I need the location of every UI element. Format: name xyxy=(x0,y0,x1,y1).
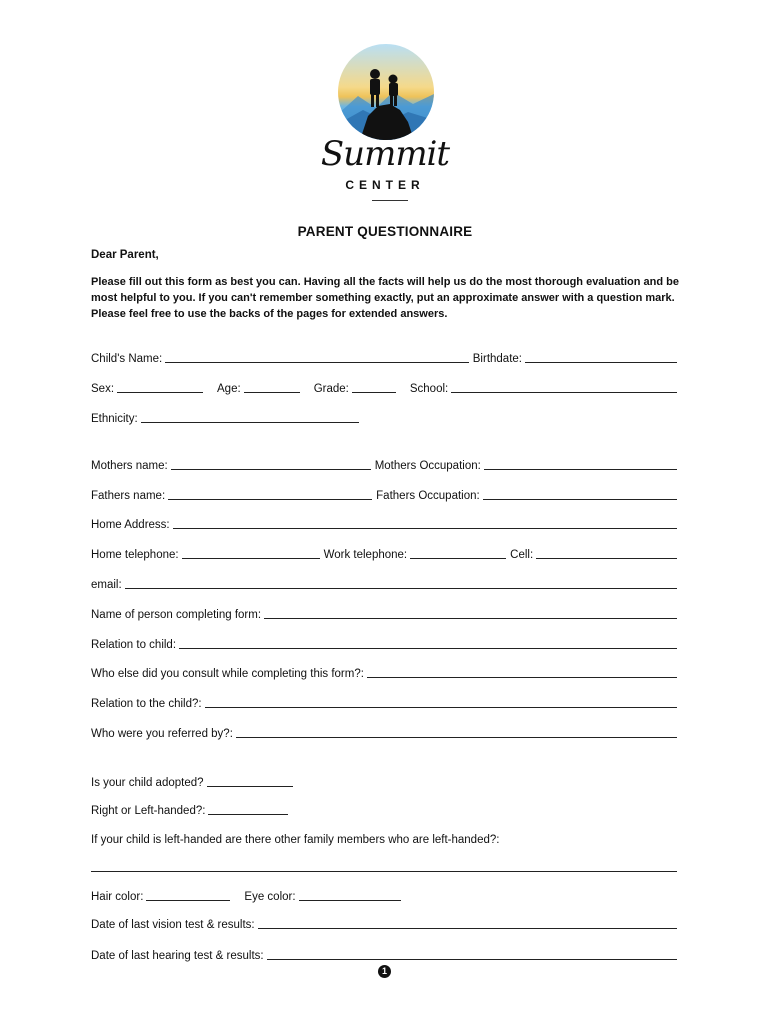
who-else-consulted-field[interactable] xyxy=(367,667,677,678)
mothers-occupation-field[interactable] xyxy=(484,459,677,470)
mothers-name-field[interactable] xyxy=(171,459,371,470)
row-person-completing xyxy=(91,605,681,621)
relation-to-child-label: Relation to child: xyxy=(91,639,177,651)
hearing-test-label: Date of last hearing test & results: xyxy=(91,950,264,962)
work-telephone-label: Work telephone: xyxy=(323,549,408,561)
left-handed-family-field[interactable] xyxy=(91,861,677,872)
row-handedness xyxy=(91,801,681,817)
hair-color-label: Hair color: xyxy=(91,891,144,903)
age-label: Age: xyxy=(217,383,241,395)
mountain-silhouette-icon xyxy=(338,44,434,140)
grade-field[interactable] xyxy=(352,382,396,393)
row-relation-to-the-child xyxy=(91,694,681,710)
row-email xyxy=(91,575,681,591)
adopted-field[interactable] xyxy=(207,776,293,787)
intro-paragraph: Please fill out this form as best you can. Having all the facts will help us do the most thorough evaluation and be most helpful to you. If you can't remember something exactly, put an approximate answer with a question mark. Please feel free to use the backs of the pages for extended answers. xyxy=(91,276,679,320)
relation-to-child-field[interactable] xyxy=(179,638,677,649)
fathers-name-field[interactable] xyxy=(168,489,372,500)
vision-test-label: Date of last vision test & results: xyxy=(91,919,255,931)
brand-subtitle: CENTER xyxy=(345,178,425,192)
mothers-occupation-label: Mothers Occupation: xyxy=(374,460,481,472)
row-referred-by xyxy=(91,724,681,740)
home-address-field[interactable] xyxy=(173,518,677,529)
cell-label: Cell: xyxy=(510,549,534,561)
row-home-address xyxy=(91,515,681,531)
adopted-label: Is your child adopted? xyxy=(91,777,204,789)
row-vision-test xyxy=(91,915,681,931)
page-title: PARENT QUESTIONNAIRE xyxy=(297,224,473,239)
eye-color-field[interactable] xyxy=(299,890,401,901)
birthdate-label: Birthdate: xyxy=(472,353,522,365)
brand-divider xyxy=(372,200,408,201)
row-hair-eye xyxy=(91,887,681,903)
brand-name: Summit xyxy=(320,134,450,174)
person-completing-label: Name of person completing form: xyxy=(91,609,262,621)
eye-color-label: Eye color: xyxy=(244,891,296,903)
sex-field[interactable] xyxy=(117,382,203,393)
relation-to-the-child-label: Relation to the child?: xyxy=(91,698,202,710)
ethnicity-label: Ethnicity: xyxy=(91,413,138,425)
page-number: 1 xyxy=(378,965,391,978)
handedness-field[interactable] xyxy=(208,804,288,815)
hearing-test-field[interactable] xyxy=(267,949,677,960)
row-who-else-consulted xyxy=(91,664,681,680)
sex-label: Sex: xyxy=(91,383,115,395)
greeting: Dear Parent, xyxy=(91,249,159,261)
row-relation-to-child xyxy=(91,635,681,651)
who-else-consulted-label: Who else did you consult while completing this form?: xyxy=(91,668,364,680)
fathers-occupation-field[interactable] xyxy=(483,489,677,500)
fathers-name-label: Fathers name: xyxy=(91,490,166,502)
row-hearing-test xyxy=(91,946,681,962)
row-adopted xyxy=(91,773,681,789)
school-label: School: xyxy=(409,383,449,395)
email-field[interactable] xyxy=(125,578,677,589)
left-handed-family-label: If your child is left-handed are there other family members who are left-handed?: xyxy=(91,834,500,846)
home-address-label: Home Address: xyxy=(91,519,170,531)
fathers-occupation-label: Fathers Occupation: xyxy=(376,490,480,502)
home-telephone-field[interactable] xyxy=(182,548,320,559)
summit-center-logo xyxy=(320,42,450,212)
age-field[interactable] xyxy=(244,382,300,393)
birthdate-field[interactable] xyxy=(525,352,677,363)
row-father xyxy=(91,486,681,502)
vision-test-field[interactable] xyxy=(258,918,677,929)
referred-by-field[interactable] xyxy=(236,727,677,738)
person-completing-field[interactable] xyxy=(264,608,677,619)
grade-label: Grade: xyxy=(313,383,349,395)
row-left-handed-family xyxy=(91,830,681,846)
child-name-label: Child's Name: xyxy=(91,353,163,365)
row-child-name xyxy=(91,349,681,365)
referred-by-label: Who were you referred by?: xyxy=(91,728,233,740)
cell-field[interactable] xyxy=(536,548,677,559)
ethnicity-field[interactable] xyxy=(141,412,359,423)
row-telephones xyxy=(91,545,681,561)
row-ethnicity xyxy=(91,409,681,425)
email-label: email: xyxy=(91,579,122,591)
school-field[interactable] xyxy=(451,382,677,393)
child-name-field[interactable] xyxy=(165,352,469,363)
mothers-name-label: Mothers name: xyxy=(91,460,168,472)
row-sex-age xyxy=(91,379,681,395)
home-telephone-label: Home telephone: xyxy=(91,549,179,561)
hair-color-field[interactable] xyxy=(146,890,230,901)
relation-to-the-child-field[interactable] xyxy=(205,697,677,708)
row-left-handed-family-answer xyxy=(91,858,681,874)
row-mother xyxy=(91,456,681,472)
handedness-label: Right or Left-handed?: xyxy=(91,805,206,817)
work-telephone-field[interactable] xyxy=(410,548,506,559)
